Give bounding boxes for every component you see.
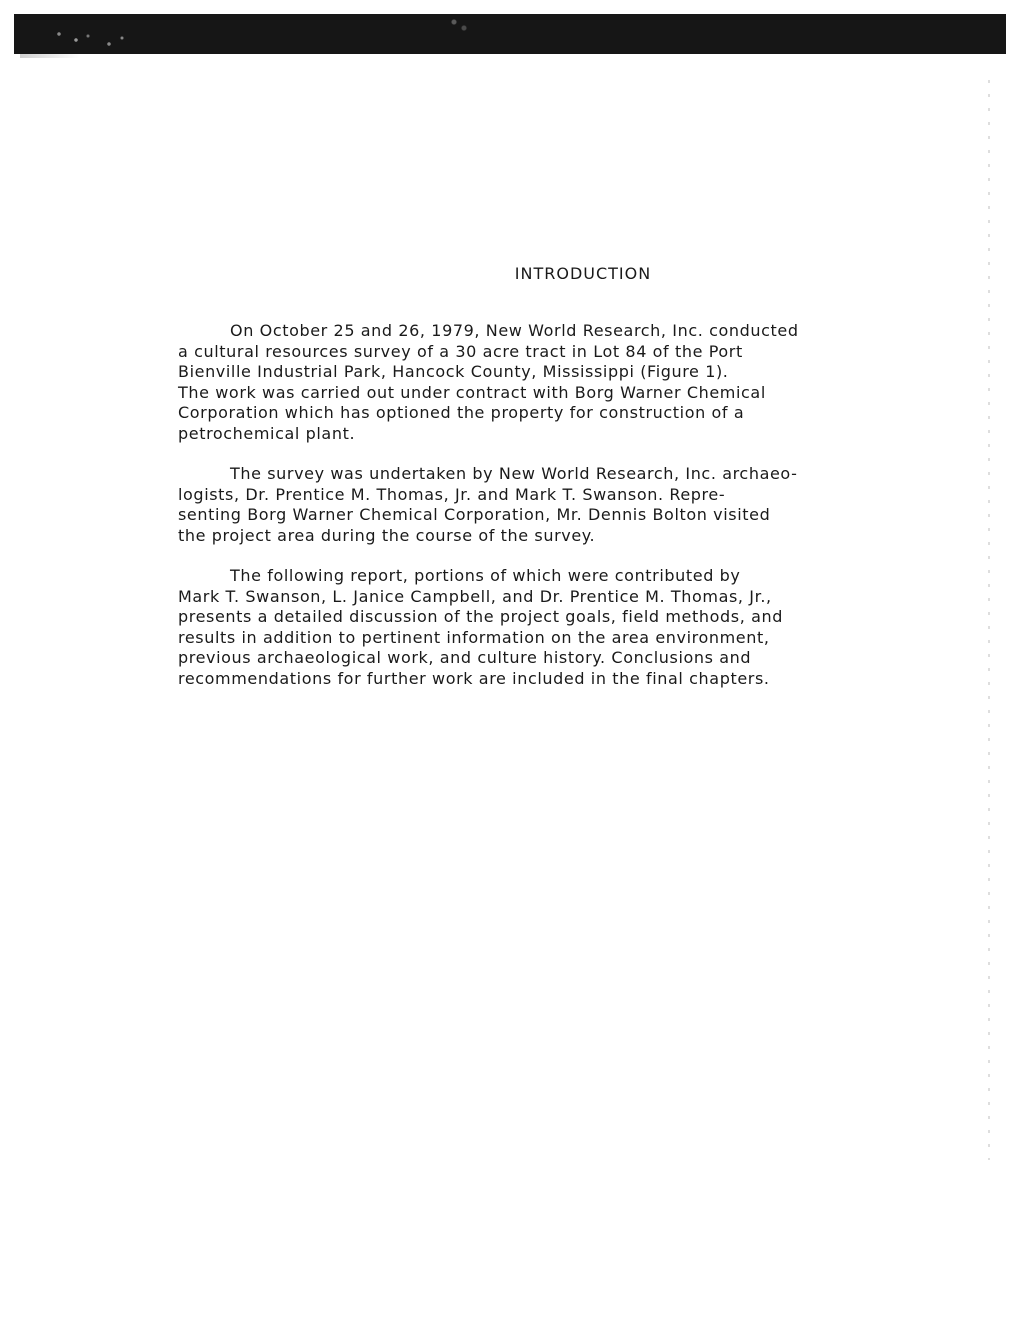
scan-header-bar xyxy=(14,14,1006,54)
paragraph-line: The following report, portions of which were contributed by xyxy=(230,566,741,585)
paragraph-line: recommendations for further work are included in the final chapters. xyxy=(178,668,770,688)
paragraph-line: petrochemical plant. xyxy=(178,423,356,443)
paragraph-line: Mark T. Swanson, L. Janice Campbell, and Dr. Prentice M. Thomas, Jr., xyxy=(178,586,772,606)
paragraph-3 xyxy=(178,566,938,689)
scan-artifact xyxy=(20,54,80,58)
paragraph-line: The work was carried out under contract with Borg Warner Chemical xyxy=(178,382,766,402)
paragraph-line: The survey was undertaken by New World Research, Inc. archaeo- xyxy=(230,464,798,483)
paragraph-1 xyxy=(178,321,938,444)
paragraph-line: the project area during the course of the survey. xyxy=(178,525,596,545)
paragraph-line: Corporation which has optioned the property for construction of a xyxy=(178,403,745,422)
paragraph-2 xyxy=(178,464,938,546)
paragraph-line: senting Borg Warner Chemical Corporation, Mr. Dennis Bolton visited xyxy=(178,505,771,524)
page-title: INTRODUCTION xyxy=(514,264,652,283)
paragraph-line: logists, Dr. Prentice M. Thomas, Jr. and Mark T. Swanson. Repre- xyxy=(178,484,726,504)
document-body xyxy=(178,264,938,709)
paragraph-line: Bienville Industrial Park, Hancock County, Mississippi (Figure 1). xyxy=(178,362,729,381)
paragraph-line: previous archaeological work, and culture history. Conclusions and xyxy=(178,648,752,667)
scan-edge-marks xyxy=(988,80,990,1160)
paragraph-line: results in addition to pertinent information on the area environment, xyxy=(178,627,770,647)
paragraph-line: a cultural resources survey of a 30 acre tract in Lot 84 of the Port xyxy=(178,341,743,361)
paragraph-line: On October 25 and 26, 1979, New World Research, Inc. conducted xyxy=(230,321,799,340)
paragraph-line: presents a detailed discussion of the project goals, field methods, and xyxy=(178,607,783,626)
